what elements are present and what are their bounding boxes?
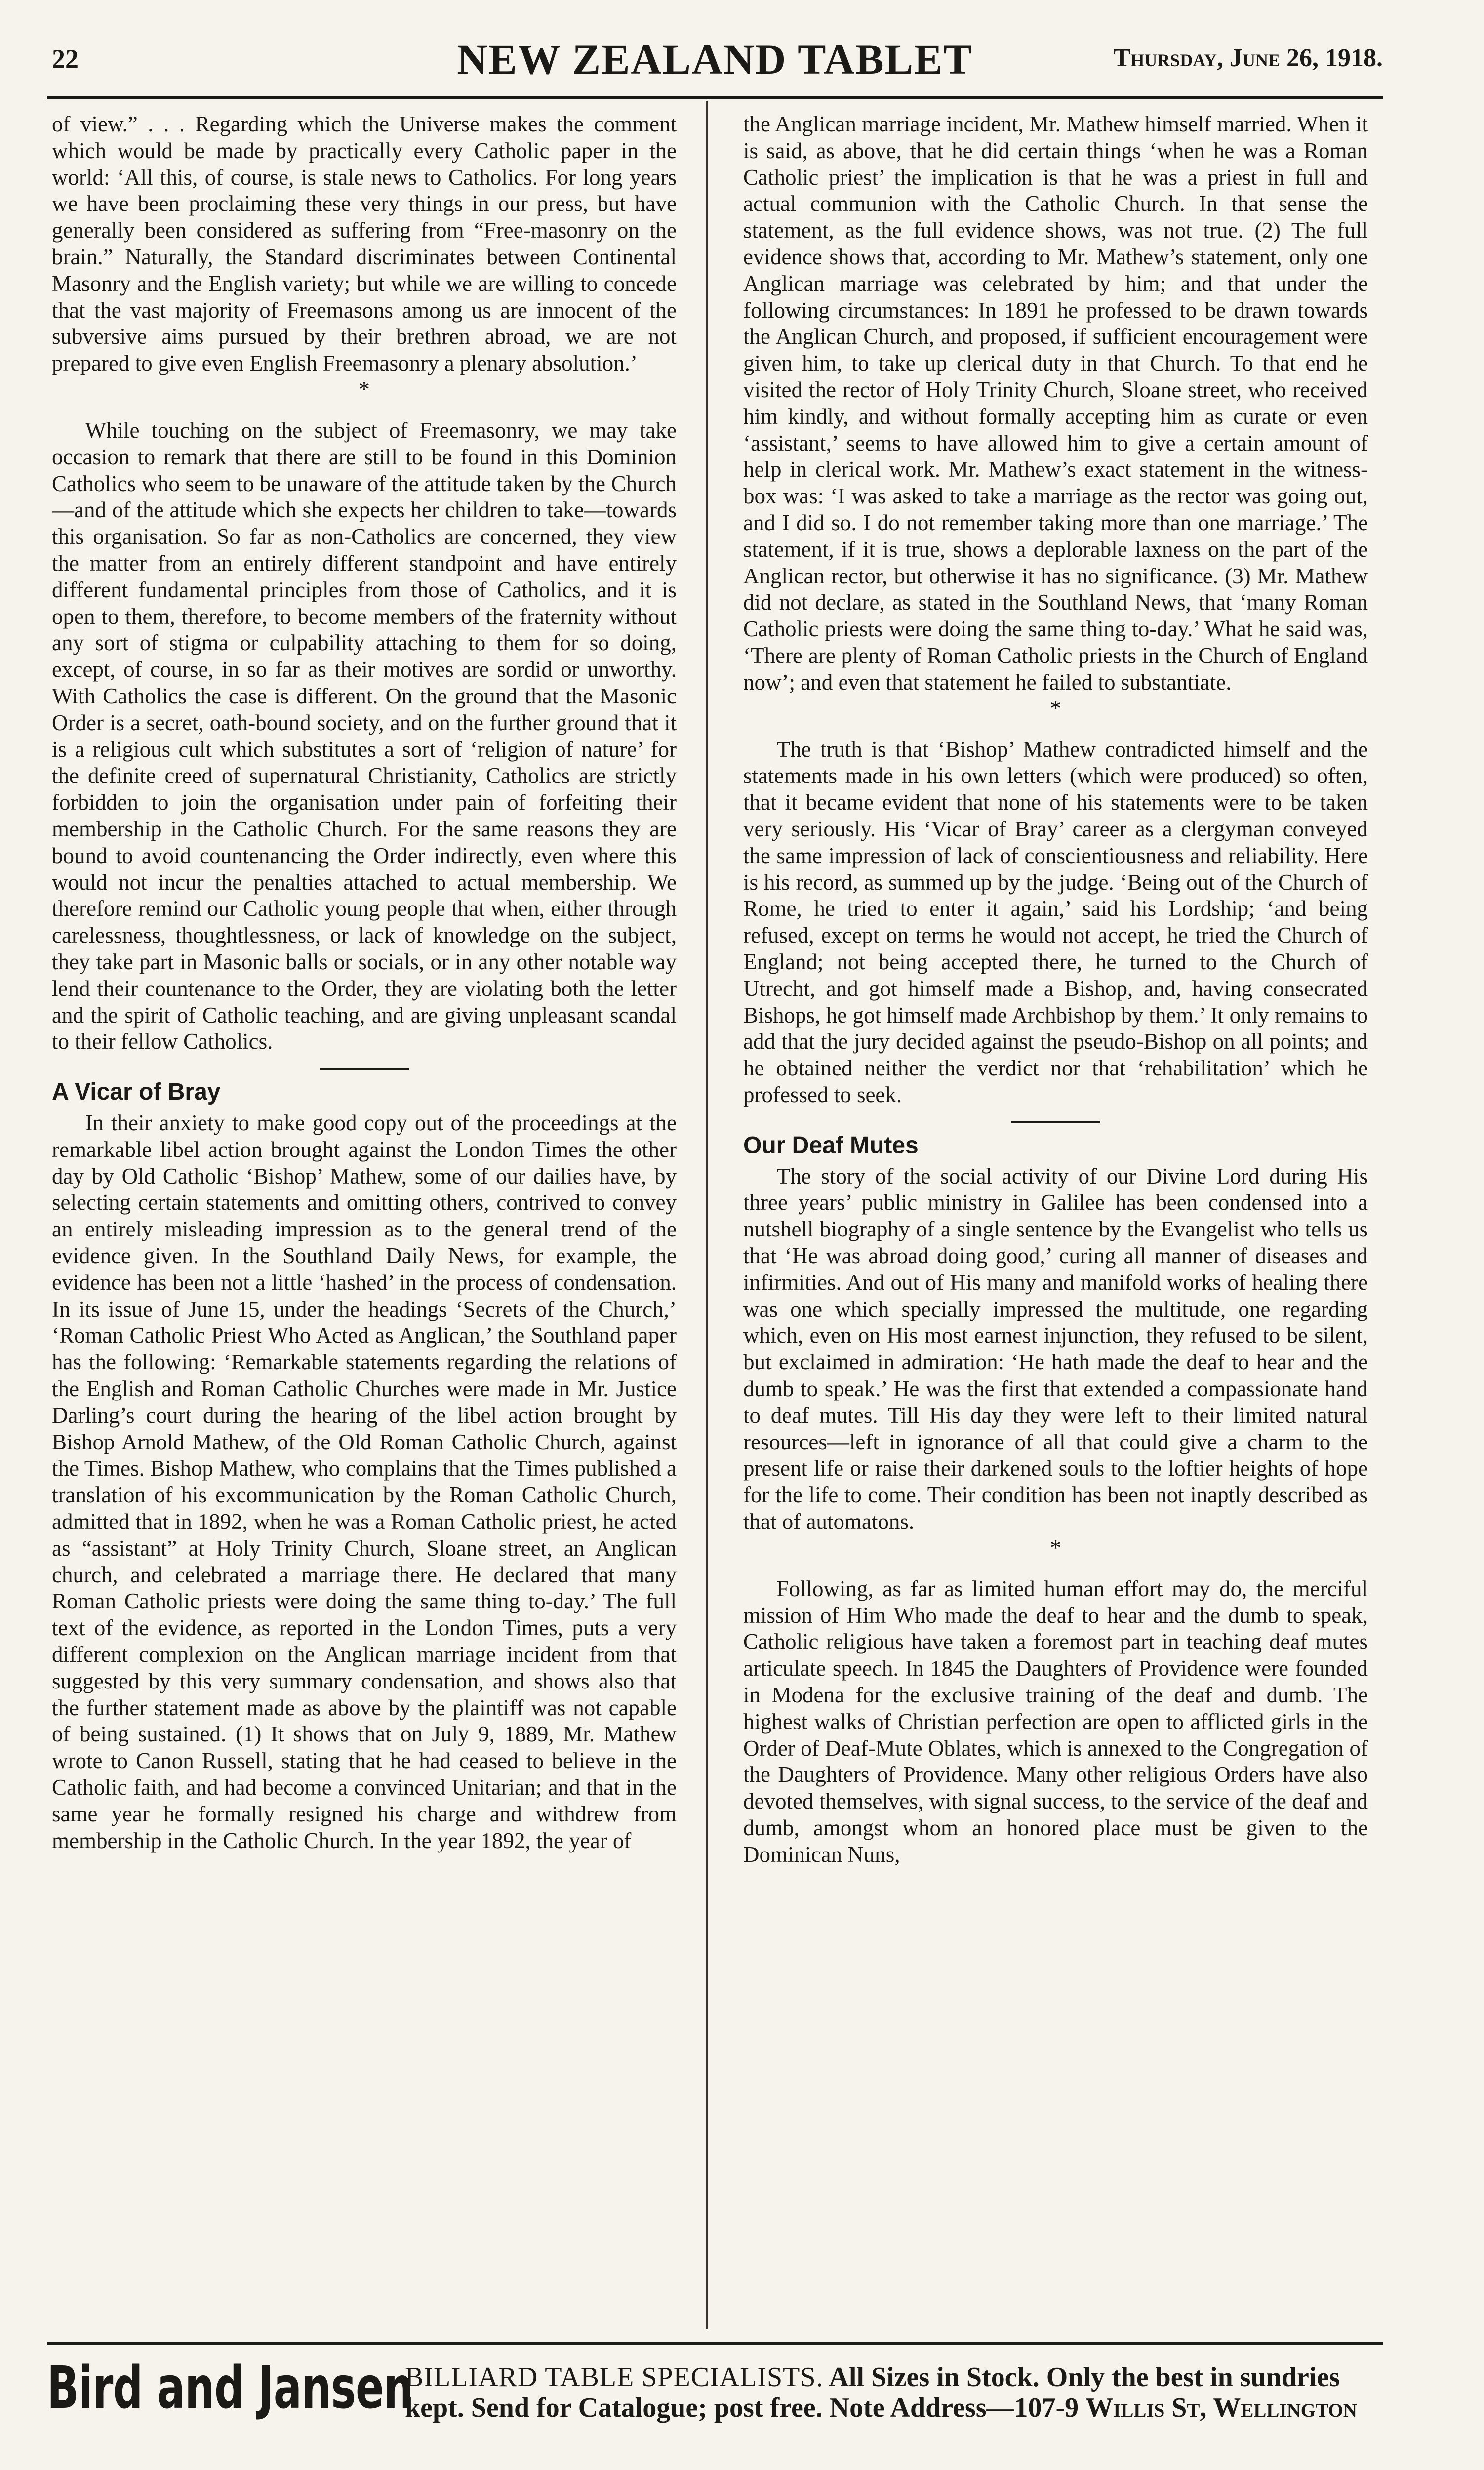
ad-text-line-2 bbox=[405, 2392, 1357, 2424]
left-column bbox=[52, 111, 677, 2300]
footer-rule bbox=[47, 2342, 1383, 2345]
left-paragraph-1: of view.” . . . Regarding which the Universe makes the comment which would be made by practically every Catholic paper in the world: ‘All this, of course, is stale news to Catholics. For long years we have been proclaiming these very things in our press, but have generally been considered as suffering from “Free-masonry on the brain.” Naturally, the Standard discriminates between Continental Masonry and the English variety; but while we are willing to concede that the vast majority of Freemasons among us are innocent of the subversive aims pursued by their brethren abroad, we are not prepared to give even English Freemasonry a plenary absolution.’ bbox=[52, 112, 677, 376]
right-paragraph-2: The truth is that ‘Bishop’ Mathew contradicted himself and the statements made in his own letters (which were produced) so often, that it became evident that none of his statements were to be taken very seriously. His ‘Vicar of Bray’ career as a clergyman conveyed the same impression of lack of conscientiousness and reliability. Here is his record, as summed up by the judge. ‘Being out of the Church of Rome, he tried to enter it again,’ said his Lordship; ‘and being refused, except on terms he would not accept, he tried the Church of England; not being accepted there, he turned to the Church of Utrecht, and got himself made a Bishop, and, having consecrated Bishops, he got himself made Archbishop by them.’ It only remains to add that the jury decided against the pseudo-Bishop on all points; and he obtained neither the verdict nor that ‘rehabilitation’ which he professed to seek. bbox=[743, 737, 1368, 1107]
section-star: * bbox=[359, 376, 370, 402]
section-divider bbox=[1011, 1121, 1100, 1123]
page-number: 22 bbox=[52, 44, 79, 74]
newspaper-title: NEW ZEALAND TABLET bbox=[457, 36, 973, 83]
ad-text-line-1 bbox=[405, 2361, 1340, 2393]
masthead bbox=[47, 35, 1383, 89]
section-star: * bbox=[1050, 695, 1061, 721]
ad-headline: BILLIARD TABLE SPECIALISTS. bbox=[405, 2362, 824, 2392]
issue-date: Thursday, June 26, 1918. bbox=[1113, 44, 1383, 72]
ad-address: Willis St, Wellington bbox=[1085, 2392, 1357, 2423]
ad-text-1: All Sizes in Stock. Only the best in sundries bbox=[823, 2362, 1340, 2392]
right-column bbox=[743, 111, 1368, 2300]
left-paragraph-3: In their anxiety to make good copy out of the proceedings at the remarkable libel action brought against the London Times the other day by Old Catholic ‘Bishop’ Mathew, some of our dailies have, by selecting certain statements and omitting others, contrived to convey an entirely misleading impression as to the general trend of the evidence given. In the Southland Daily News, for example, the evidence has been not a little ‘hashed’ in the process of condensation. In its issue of June 15, under the headings ‘Secrets of the Church,’ ‘Roman Catholic Priest Who Acted as Anglican,’ the Southland paper has the following: ‘Remarkable statements regarding the relations of the English and Roman Catholic Churches were made in Mr. Justice Darling’s court during the hearing of the libel action brought by Bishop Arnold Mathew, of the Old Roman Catholic Church, against the Times. Bishop Mathew, who complains that the Times published a translation of his excommunication by the Roman Catholic Church, admitted that in 1892, when he was a Roman Catholic priest, he acted as “assistant” at Holy Trinity Church, Sloane street, an Anglican church, and celebrated a marriage there. He declared that many Roman Catholic priests were doing the same thing to-day.’ The full text of the evidence, as reported in the London Times, puts a very different complexion on the Anglican marriage incident from that suggested by this very summary condensation, and shows also that the further statement made as above by the plaintiff was not capable of being sustained. (1) It shows that on July 9, 1889, Mr. Mathew wrote to Canon Russell, stating that he had ceased to believe in the Catholic faith, and had become a convinced Unitarian; and that in the same year he formally resigned his charge and withdrew from membership in the Catholic Church. In the year 1892, the year of bbox=[52, 1111, 677, 1853]
heading-our-deaf-mutes: Our Deaf Mutes bbox=[743, 1132, 919, 1158]
masthead-rule bbox=[47, 96, 1383, 99]
right-paragraph-1: the Anglican marriage incident, Mr. Mathew himself married. When it is said, as above, that he did certain things ‘when he was a Roman Catholic priest’ the implication is that he was a priest in full and actual communion with the Catholic Church. In that sense the statement, as the full evidence shows, was not true. (2) The full evidence shows that, according to Mr. Mathew’s statement, only one Anglican marriage was celebrated by him; and that under the following circumstances: In 1891 he professed to be drawn towards the Anglican Church, and proposed, if sufficient encouragement were given him, to take up clerical duty in that Church. To that end he visited the rector of Holy Trinity Church, Sloane street, who received him kindly, and without formally accepting him as curate or even ‘assistant,’ seems to have allowed him to give a certain amount of help in clerical work. Mr. Mathew’s exact statement in the witness-box was: ‘I was asked to take a marriage as the rector was going out, and I did so. I do not remember taking more than one marriage.’ The statement, if it is true, shows a deplorable laxness on the part of the Anglican rector, but otherwise it has no significance. (3) Mr. Mathew did not declare, as stated in the Southland News, that ‘many Roman Catholic priests were doing the same thing to-day.’ What he said was, ‘There are plenty of Roman Catholic priests in the Church of England now’; and even that statement he failed to substantiate. bbox=[743, 112, 1368, 695]
column-divider bbox=[706, 101, 708, 2329]
section-star: * bbox=[1050, 1534, 1061, 1560]
right-paragraph-3: The story of the social activity of our Divine Lord during His three years’ public ministry in Galilee has been condensed into a nutshell biography of a single sentence by the Evangelist who tells us that ‘He was abroad doing good,’ curing all manner of diseases and infirmities. And out of His many and manifold works of healing there was one which specially impressed the multitude, one regarding which, even on His most earnest injunction, they refused to be silent, but exclaimed in admiration: ‘He hath made the deaf to hear and the dumb to speak.’ He was the first that extended a compassionate hand to deaf mutes. Till His day they were left to their limited natural resources—left in ignorance of all that could give a charm to the present life or raise their darkened souls to the loftier heights of hope for the life to come. Their condition has been not inaptly described as that of automatons. bbox=[743, 1163, 1368, 1534]
ad-text-2: kept. Send for Catalogue; post free. Note Address—107-9 bbox=[405, 2392, 1086, 2423]
right-paragraph-4: Following, as far as limited human effort may do, the merciful mission of Him Who made the deaf to hear and the dumb to speak, Catholic religious have taken a foremost part in teaching deaf mutes articulate speech. In 1845 the Daughters of Providence were founded in Modena for the exclusive training of the deaf and dumb. The highest walks of Christian perfection are open to afflicted girls in the Order of Deaf-Mute Oblates, which is annexed to the Congregation of the Daughters of Providence. Many other religious Orders have also devoted themselves, with signal success, to the service of the deaf and dumb, amongst whom an honored place must be given to the Dominican Nuns, bbox=[743, 1576, 1368, 1867]
heading-vicar-of-bray: A Vicar of Bray bbox=[52, 1079, 221, 1106]
left-paragraph-2: While touching on the subject of Freemasonry, we may take occasion to remark that there are still to be found in this Dominion Catholics who seem to be unaware of the attitude taken by the Church—and of the attitude which she expects her children to take—towards this organisation. So far as non-Catholics are concerned, they view the matter from an entirely different standpoint and have entirely different fundamental principles from those of Catholics, and it is open to them, therefore, to become members of the fraternity without any sort of stigma or culpability attaching to them for so doing, except, of course, in so far as their motives are sordid or unworthy. With Catholics the case is different. On the ground that the Masonic Order is a secret, oath-bound society, and on the further ground that it is a religious cult which substitutes a sort of ‘religion of nature’ for the definite creed of supernatural Christianity, Catholics are strictly forbidden to join the organisation under pain of forfeiting their membership in the Catholic Church. For the same reasons they are bound to avoid countenancing the Order indirectly, even where this would not incur the penalties attached to actual membership. We therefore remind our Catholic young people that when, either through carelessness, thoughtlessness, or lack of knowledge on the subject, they take part in Masonic balls or socials, or in any other notable way lend their countenance to the Order, they are violating both the letter and the spirit of Catholic teaching, and are giving unpleasant scandal to their fellow Catholics. bbox=[52, 417, 677, 1054]
ad-brand-name: Bird and Jansen bbox=[47, 2353, 413, 2422]
advertisement bbox=[47, 2353, 1383, 2435]
section-divider bbox=[320, 1068, 409, 1070]
